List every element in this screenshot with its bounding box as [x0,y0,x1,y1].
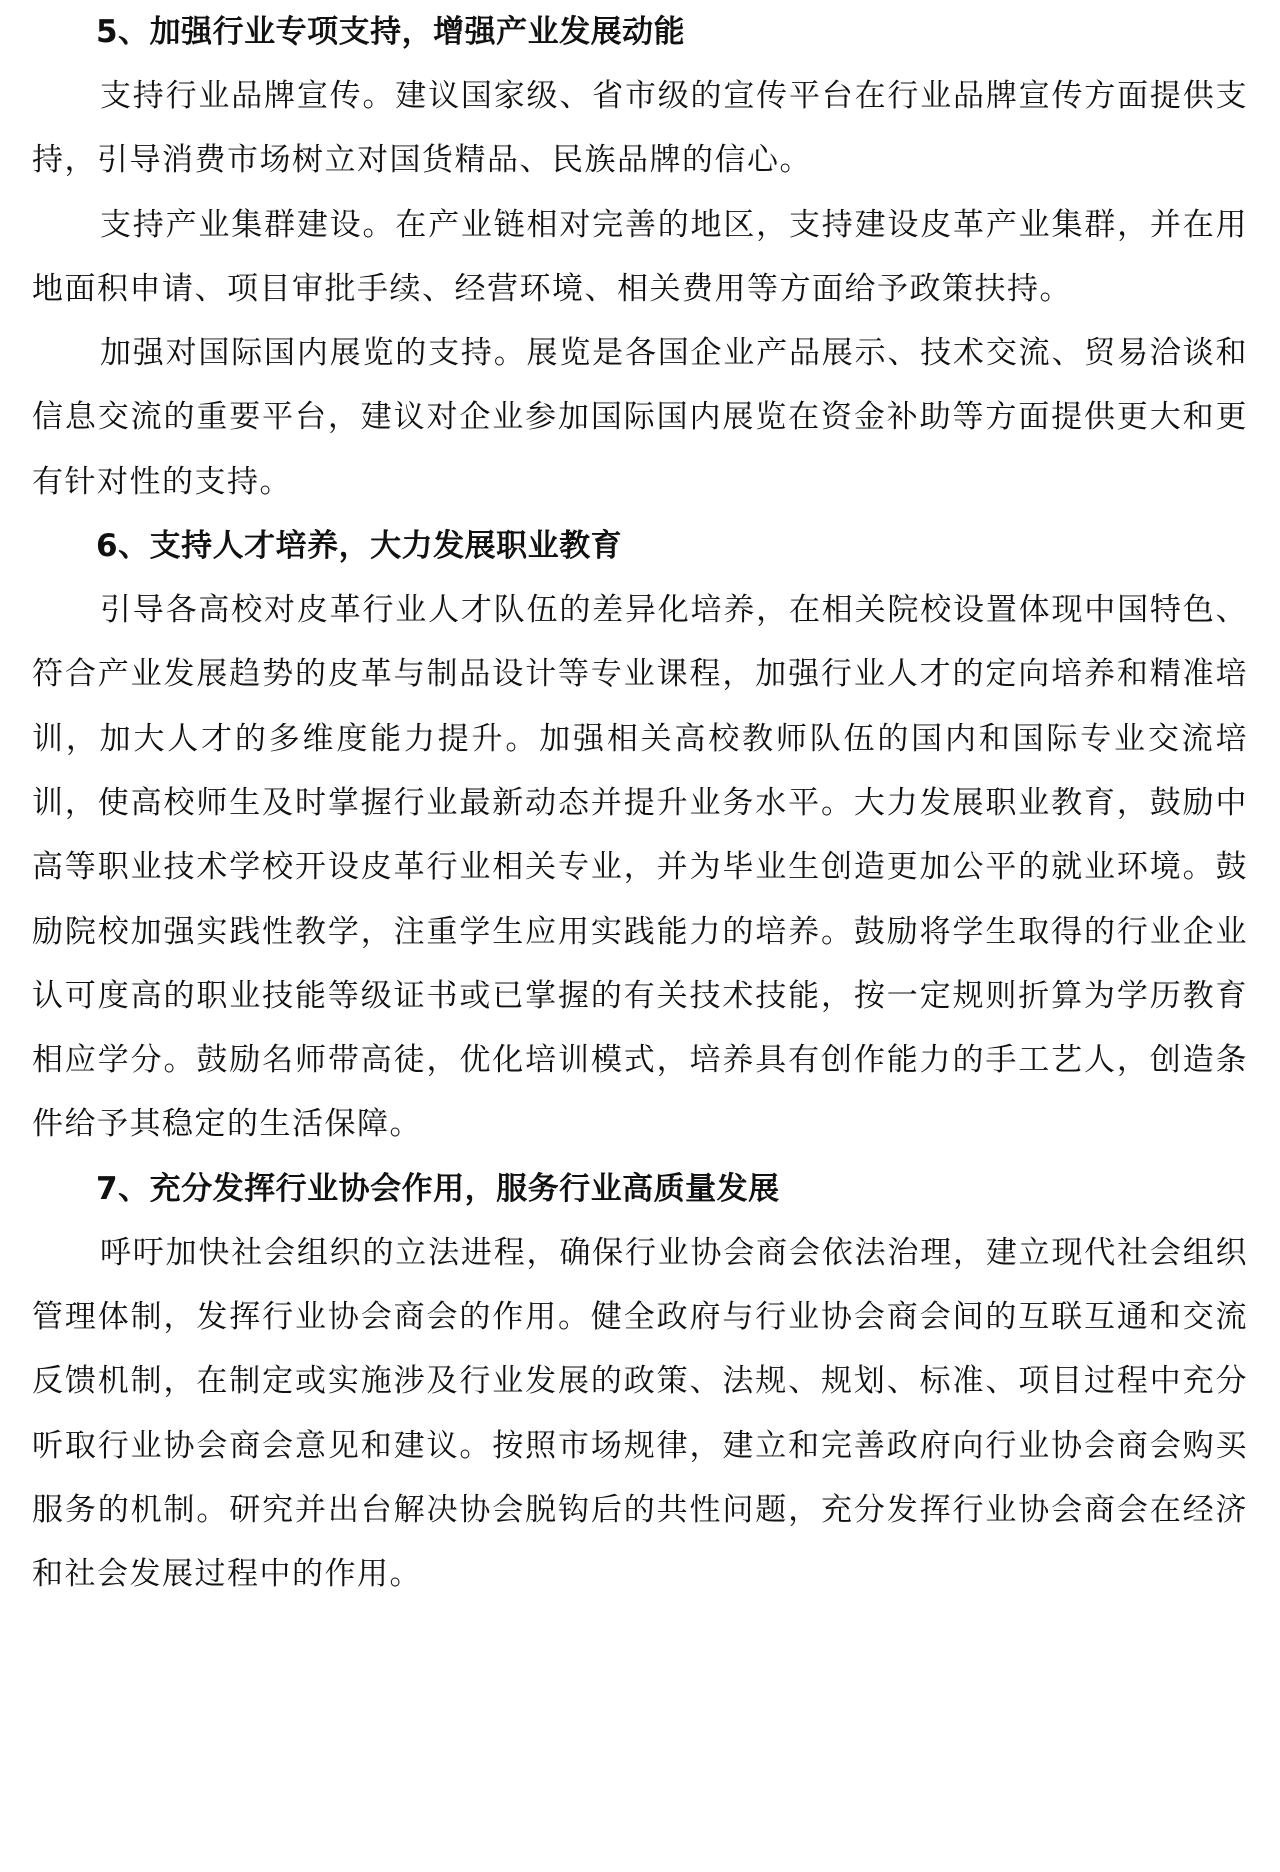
section-heading: 6、支持人才培养，大力发展职业教育 [96,528,623,565]
paragraph: 支持行业品牌宣传。建议国家级、省市级的宣传平台在行业品牌宣传方面提供支持，引导消费市场树立对国货精品、民族品牌的信心。 [32,78,1248,179]
paragraph: 加强对国际国内展览的支持。展览是各国企业产品展示、技术交流、贸易洽谈和信息交流的重要平台，建议对企业参加国际国内展览在资金补助等方面提供更大和更有针对性的支持。 [32,335,1248,500]
paragraph: 呼吁加快社会组织的立法进程，确保行业协会商会依法治理，建立现代社会组织管理体制，发挥行业协会商会的作用。健全政府与行业协会商会间的互联互通和交流反馈机制，在制定或实施涉及行业发展的政策、法规、规划、标准、项目过程中充分听取行业协会商会意见和建议。按照市场规律，建立和完善政府向行业协会商会购买服务的机制。研究并出台解决协会脱钩后的共性问题，充分发挥行业协会商会在经济和社会发展过程中的作用。 [32,1234,1248,1593]
section-heading: 7、充分发挥行业协会作用，服务行业高质量发展 [96,1170,780,1207]
paragraph: 引导各高校对皮革行业人才队伍的差异化培养，在相关院校设置体现中国特色、符合产业发展趋势的皮革与制品设计等专业课程，加强行业人才的定向培养和精准培训，加大人才的多维度能力提升。加强相关高校教师队伍的国内和国际专业交流培训，使高校师生及时掌握行业最新动态并提升业务水平。大力发展职业教育，鼓励中高等职业技术学校开设皮革行业相关专业，并为毕业生创造更加公平的就业环境。鼓励院校加强实践性教学，注重学生应用实践能力的培养。鼓励将学生取得的行业企业认可度高的职业技能等级证书或已掌握的有关技术技能，按一定规则折算为学历教育相应学分。鼓励名师带高徒，优化培训模式，培养具有创作能力的手工艺人，创造条件给予其稳定的生活保障。 [32,592,1248,1143]
section-heading: 5、加强行业专项支持，增强产业发展动能 [96,14,686,50]
section-5 [32,0,1248,514]
paragraph: 支持产业集群建设。在产业链相对完善的地区，支持建设皮革产业集群，并在用地面积申请、项目审批手续、经营环境、相关费用等方面给予政策扶持。 [32,206,1248,307]
section-7 [32,1157,1248,1607]
document-page [32,0,1248,1607]
section-6 [32,514,1248,1157]
